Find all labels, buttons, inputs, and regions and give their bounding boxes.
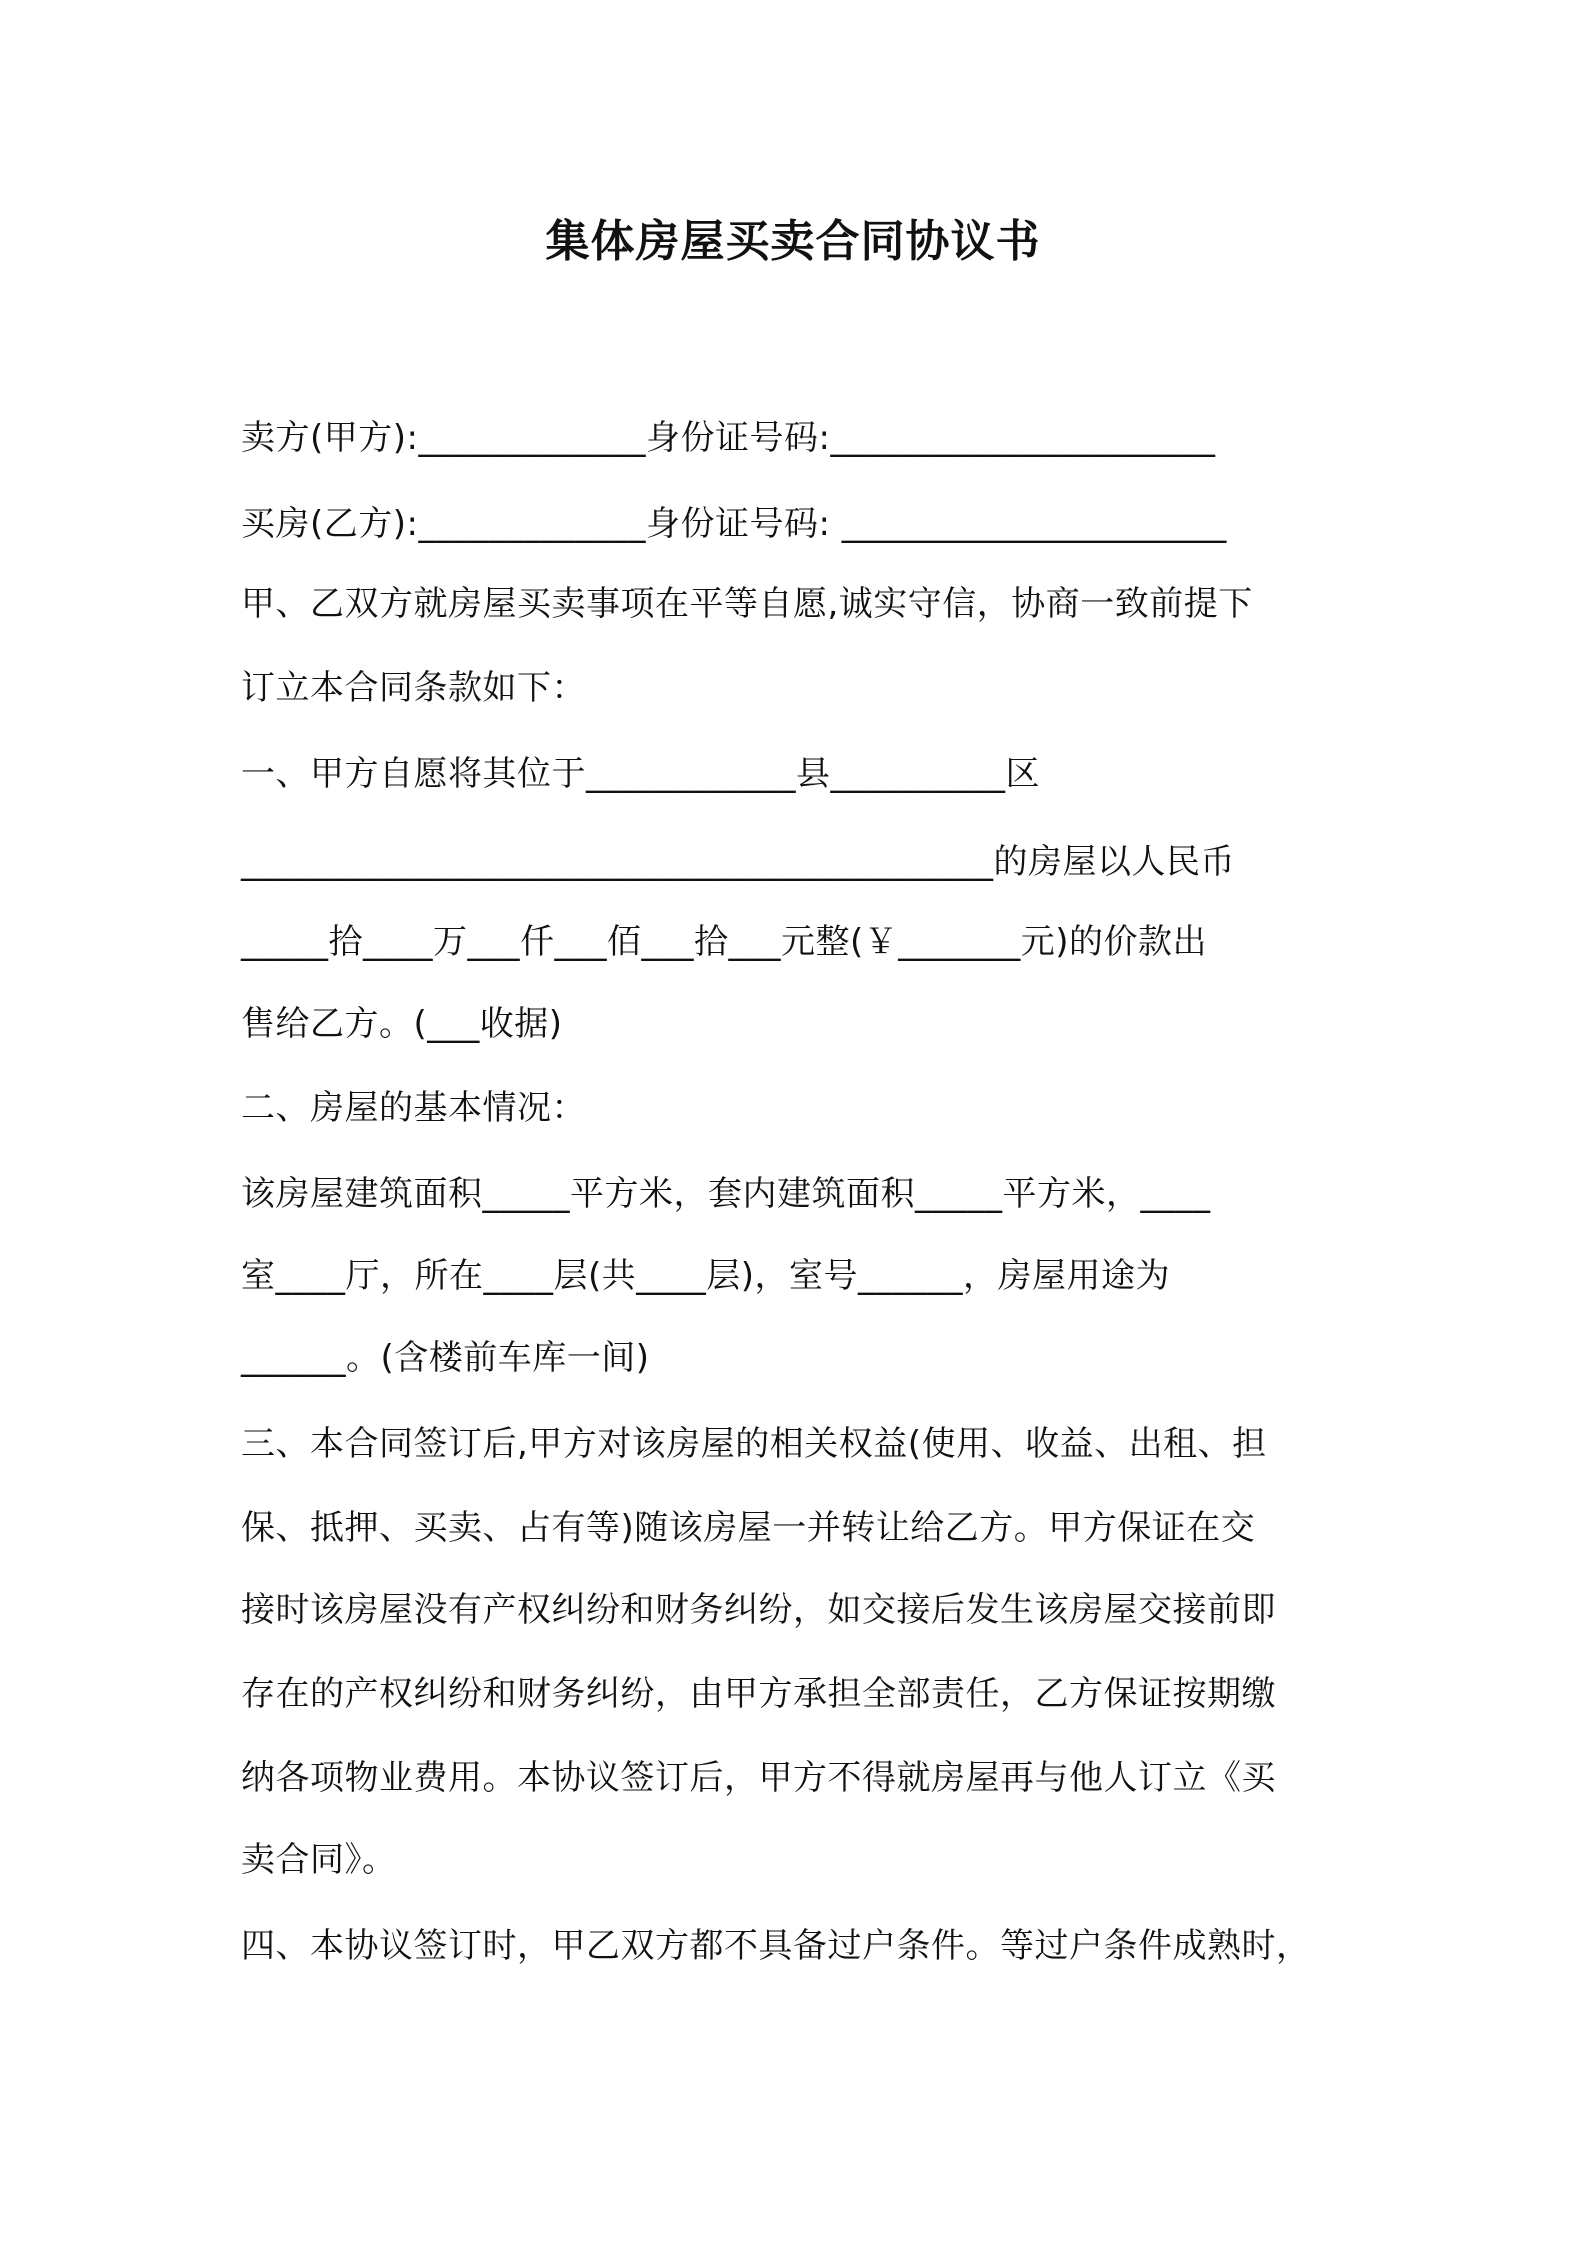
- clause-4-line-1: 四、本协议签订时，甲乙双方都不具备过户条件。等过户条件成熟时，: [241, 1926, 1311, 1966]
- clause-3-line-1: 三、本合同签订后,甲方对该房屋的相关权益(使用、收益、出租、担: [241, 1424, 1267, 1464]
- seller-line: 卖方(甲方):_____________身份证号码:______________________: [241, 418, 1216, 458]
- buyer-line: 买房(乙方):_____________身份证号码: ______________________: [241, 504, 1227, 544]
- intro-line-2: 订立本合同条款如下：: [241, 668, 586, 708]
- clause-3-line-2: 保、抵押、买卖、占有等)随该房屋一并转让给乙方。甲方保证在交: [241, 1508, 1256, 1548]
- clause-2-line-3: ______。(含楼前车库一间): [241, 1338, 650, 1378]
- document-title: 集体房屋买卖合同协议书: [545, 216, 1041, 267]
- clause-3-line-5: 纳各项物业费用。本协议签订后，甲方不得就房屋再与他人订立《买: [241, 1758, 1276, 1798]
- clause-2-line-2: 室____厅，所在____层(共____层)，室号______，房屋用途为: [241, 1256, 1171, 1296]
- clause-1-line-2: ___________________________________________的房屋以人民币: [241, 842, 1235, 882]
- clause-3-line-4: 存在的产权纠纷和财务纠纷，由甲方承担全部责任，乙方保证按期缴: [241, 1674, 1276, 1714]
- clause-1-line-3: _____拾____万___仟___佰___拾___元整(￥_______元)的价款出: [241, 922, 1208, 962]
- clause-2-line-1: 该房屋建筑面积_____平方米，套内建筑面积_____平方米，____: [241, 1174, 1211, 1214]
- intro-line-1: 甲、乙双方就房屋买卖事项在平等自愿,诚实守信，协商一致前提下: [241, 584, 1253, 624]
- clause-1-line-4: 售给乙方。(___收据): [241, 1004, 563, 1044]
- clause-3-line-3: 接时该房屋没有产权纠纷和财务纠纷，如交接后发生该房屋交接前即: [241, 1590, 1276, 1630]
- clause-3-line-6: 卖合同》。: [241, 1840, 397, 1880]
- clause-1-line-1: 一、甲方自愿将其位于____________县__________区: [241, 754, 1040, 794]
- clause-2-heading: 二、房屋的基本情况：: [241, 1088, 586, 1128]
